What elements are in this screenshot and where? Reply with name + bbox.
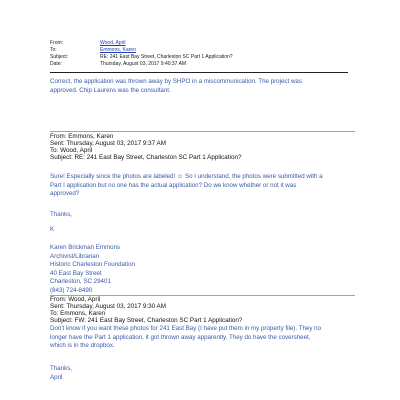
- message-3-name: April: [50, 373, 63, 381]
- header-date-label: Date:: [50, 61, 62, 67]
- message-3-line-3: which is in the dropbox.: [50, 342, 115, 350]
- signature-name: Karen Brickman Emmons: [50, 244, 121, 251]
- message-2-initial: K: [50, 226, 55, 233]
- message-2-to: To: Wood, April: [50, 147, 93, 154]
- header-date-row: [50, 61, 233, 68]
- message-3-to: To: Emmons, Karen: [50, 310, 106, 317]
- header-divider: [50, 72, 348, 73]
- message-2-body: [50, 173, 355, 199]
- signature-org: Historic Charleston Foundation: [50, 261, 135, 269]
- signature-title: Archivist/Librarian: [50, 252, 100, 260]
- header-date-value: Thursday, August 03, 2017 9:40:37 AM: [100, 61, 187, 67]
- reply-body: [50, 78, 355, 95]
- reply-line-1: Correct, the application was thrown away by SHPO in a miscommunication. The project was: [50, 78, 302, 85]
- header-subject-label: Subject:: [50, 54, 69, 60]
- header-to-row: [50, 47, 233, 54]
- message-3-line-1: Don't know if you want these photos for 241 East Bay (I have put them in my property file). They no: [50, 325, 322, 332]
- header-from-label: From:: [50, 40, 64, 46]
- message-3-line-2: longer have the Part 1 application, it got thrown away apparently. They do have the coversheet,: [50, 333, 311, 341]
- message-2-header: [50, 133, 355, 161]
- message-3-sent: Sent: Thursday, August 03, 2017 9:30 AM: [50, 303, 166, 310]
- reply-line-2: approved. Chip Laurens was the consultant.: [50, 86, 171, 94]
- message-2-signoff: [50, 211, 355, 220]
- message-2-subject: Subject: RE: 241 East Bay Street, Charleston SC Part 1 Application?: [50, 154, 242, 161]
- email-header: [50, 40, 233, 68]
- message-3-body: [50, 325, 355, 351]
- message-2-initial-block: [50, 226, 355, 235]
- signature-address-2: Charleston, SC 29401: [50, 278, 111, 286]
- message-3-subject: Subject: FW: 241 East Bay Street, Charleston SC Part 1 Application?: [50, 317, 243, 324]
- header-to-value[interactable]: Emmons, Karen: [100, 47, 136, 53]
- header-from-row: [50, 40, 233, 47]
- header-to-label: To:: [50, 47, 57, 53]
- message-3-signoff: [50, 365, 355, 382]
- message-2-from: From: Emmons, Karen: [50, 133, 114, 140]
- message-2-thanks: Thanks,: [50, 211, 73, 218]
- header-from-value[interactable]: Wood, April: [100, 40, 126, 46]
- message-3-thanks: Thanks,: [50, 365, 73, 372]
- signature-address-1: 40 East Bay Street: [50, 269, 102, 277]
- signature-phone: (843) 724-8490: [50, 286, 93, 294]
- message-2-line-3: approved?: [50, 190, 80, 198]
- message-2-line-1: Sure! Especially since the photos are labeled! ☺ So I understand, the photos were submitted with a: [50, 173, 323, 180]
- message-divider: [50, 131, 355, 132]
- message-2-line-2: Part I application but no one has the actual application? Do we know whether or not it was: [50, 181, 297, 189]
- message-2-sent: Sent: Thursday, August 03, 2017 9:37 AM: [50, 140, 166, 147]
- signature-block: [50, 244, 355, 296]
- header-subject-row: [50, 54, 233, 61]
- header-subject-value: RE: 241 East Bay Street, Charleston SC Part 1 Application?: [100, 54, 233, 60]
- message-3-from: From: Wood, April: [50, 296, 101, 303]
- message-3-header: [50, 296, 355, 324]
